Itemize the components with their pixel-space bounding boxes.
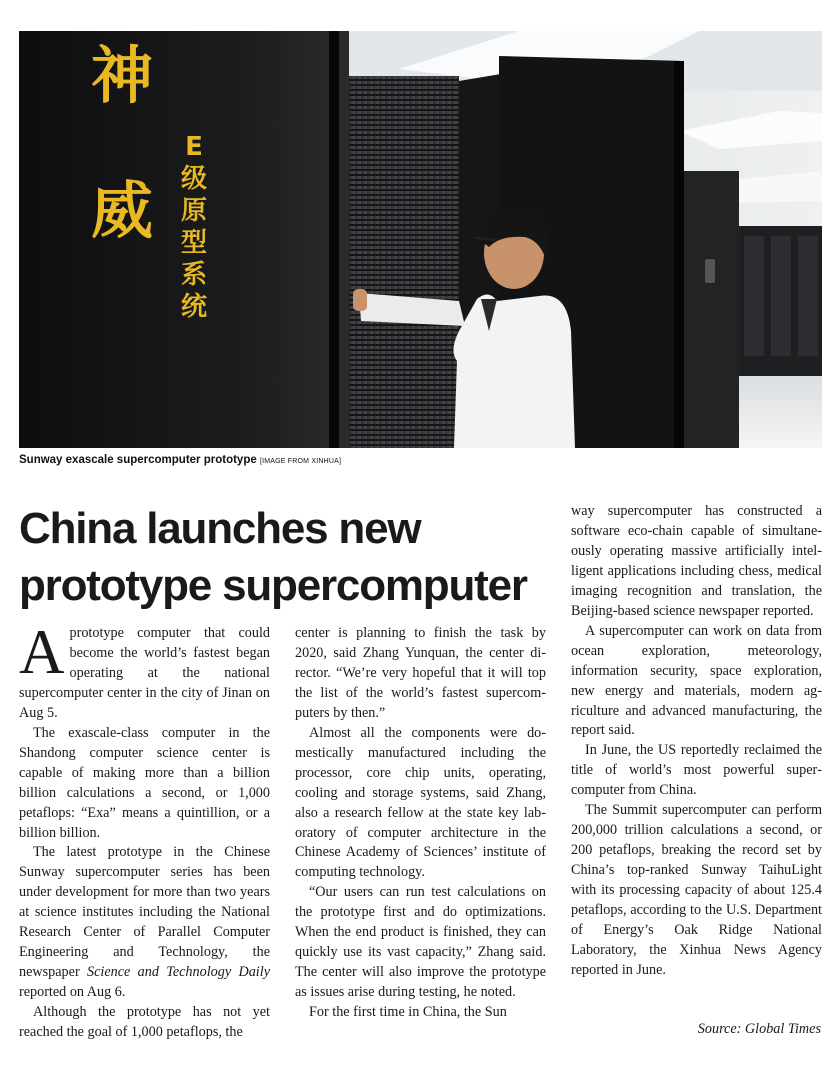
headline — [19, 500, 559, 614]
sign-sub-char: 系 — [180, 260, 207, 290]
paragraph-text: prototype computer that could become the world’s fastest began operating at the national supercomputer center in the city of Jinan on Aug 5. — [19, 625, 270, 721]
sign-sub-char: 统 — [180, 292, 207, 322]
headline-line-2: prototype supercomputer — [19, 561, 527, 610]
sign-lettering — [91, 31, 231, 361]
paragraph-text: The latest prototype in the Chinese Sunway supercomputer series has been under development for more than two years at science institutes including the National Research Center of Parallel Computer Engineering and Technology, the newspaper — [19, 844, 270, 981]
article-paragraph: “Our users can run test calculations on the prototype first and do optimizations. When the end product is finished, they can quickly use its vast capacity,” Zhang said. The center will also improve the prototype as issues arise during testing, he noted. — [295, 884, 546, 1001]
source-credit: Source: Global Times — [697, 1021, 821, 1037]
article-column-1 — [19, 617, 270, 1043]
article-paragraph: The exascale-class computer in the Shandong computer science center is capable of making more than a billion billion calculations a second, or 1,000 petaflops: “Exa” means a quintillion, or a billion billion. — [19, 724, 270, 841]
headline-line-1: China launches new — [19, 504, 421, 553]
article-paragraph: For the first time in China, the Sun — [309, 1004, 507, 1021]
article-paragraph: The Summit supercomputer can perform 200,000 trillion calculations a second, or 200 petaflops, breaking the record set by China’s top-ranked Sunway TaihuLight with its processing capacity of about 125.4 petaflops, according to the U.S. Department of Energy’s Oak Ridge National Laboratory, the Xinhua News Agency reported in June. — [571, 802, 822, 978]
sign-sub-char: E — [185, 132, 203, 162]
article-column-2 — [295, 624, 546, 1023]
article-paragraph: A supercomputer can work on data from ocean exploration, meteorology, information security, space exploration, new energy and materials, modern agriculture and advanced manufacturing, the report said. — [571, 622, 822, 739]
photo-caption — [19, 454, 822, 466]
sign-subtitle — [176, 131, 212, 323]
drop-cap: A — [19, 617, 65, 687]
paragraph-text: reported on Aug 6. — [19, 984, 126, 1001]
article-paragraph: center is planning to finish the task by 2020, said Zhang Yunquan, the center director. “We’re very hopeful that it will top the list of the world’s fastest supercomputers by then.” — [295, 625, 546, 721]
sign-char-2: 威 — [91, 174, 154, 247]
sign-sub-char: 级 — [180, 164, 207, 194]
article-paragraph — [19, 843, 270, 1003]
article-paragraph: Almost all the components were domestically manufactured including the processor, core chip units, operating, cooling and storage systems, said Zhang, also a research fellow at the state key laboratory of computer architecture in the Chinese Academy of Sciences’ institute of computing technology. — [295, 724, 546, 881]
article-paragraph — [19, 617, 270, 724]
sign-sub-char: 原 — [180, 196, 207, 226]
article-paragraph: way supercomputer has constructed a software eco-chain capable of simultaneously operating massive artificially intelligent applications including chess, medical imaging recognition and translation, the Beijing-based science newspaper reported. — [571, 503, 822, 619]
article-column-3 — [571, 502, 822, 981]
article-paragraph: Although the prototype has not yet reached the goal of 1,000 petaflops, the — [19, 1004, 270, 1041]
sign-char-1: 神 — [91, 39, 154, 112]
caption-credit: [IMAGE FROM XINHUA] — [259, 458, 342, 465]
article-paragraph: In June, the US reportedly reclaimed the title of world’s most powerful supercomputer from China. — [571, 742, 822, 799]
sign-sub-char: 型 — [180, 228, 207, 258]
publication-name: Science and Technology Daily — [87, 964, 270, 981]
supercomputer-photo — [19, 31, 822, 448]
caption-text: Sunway exascale supercomputer prototype — [19, 454, 257, 466]
